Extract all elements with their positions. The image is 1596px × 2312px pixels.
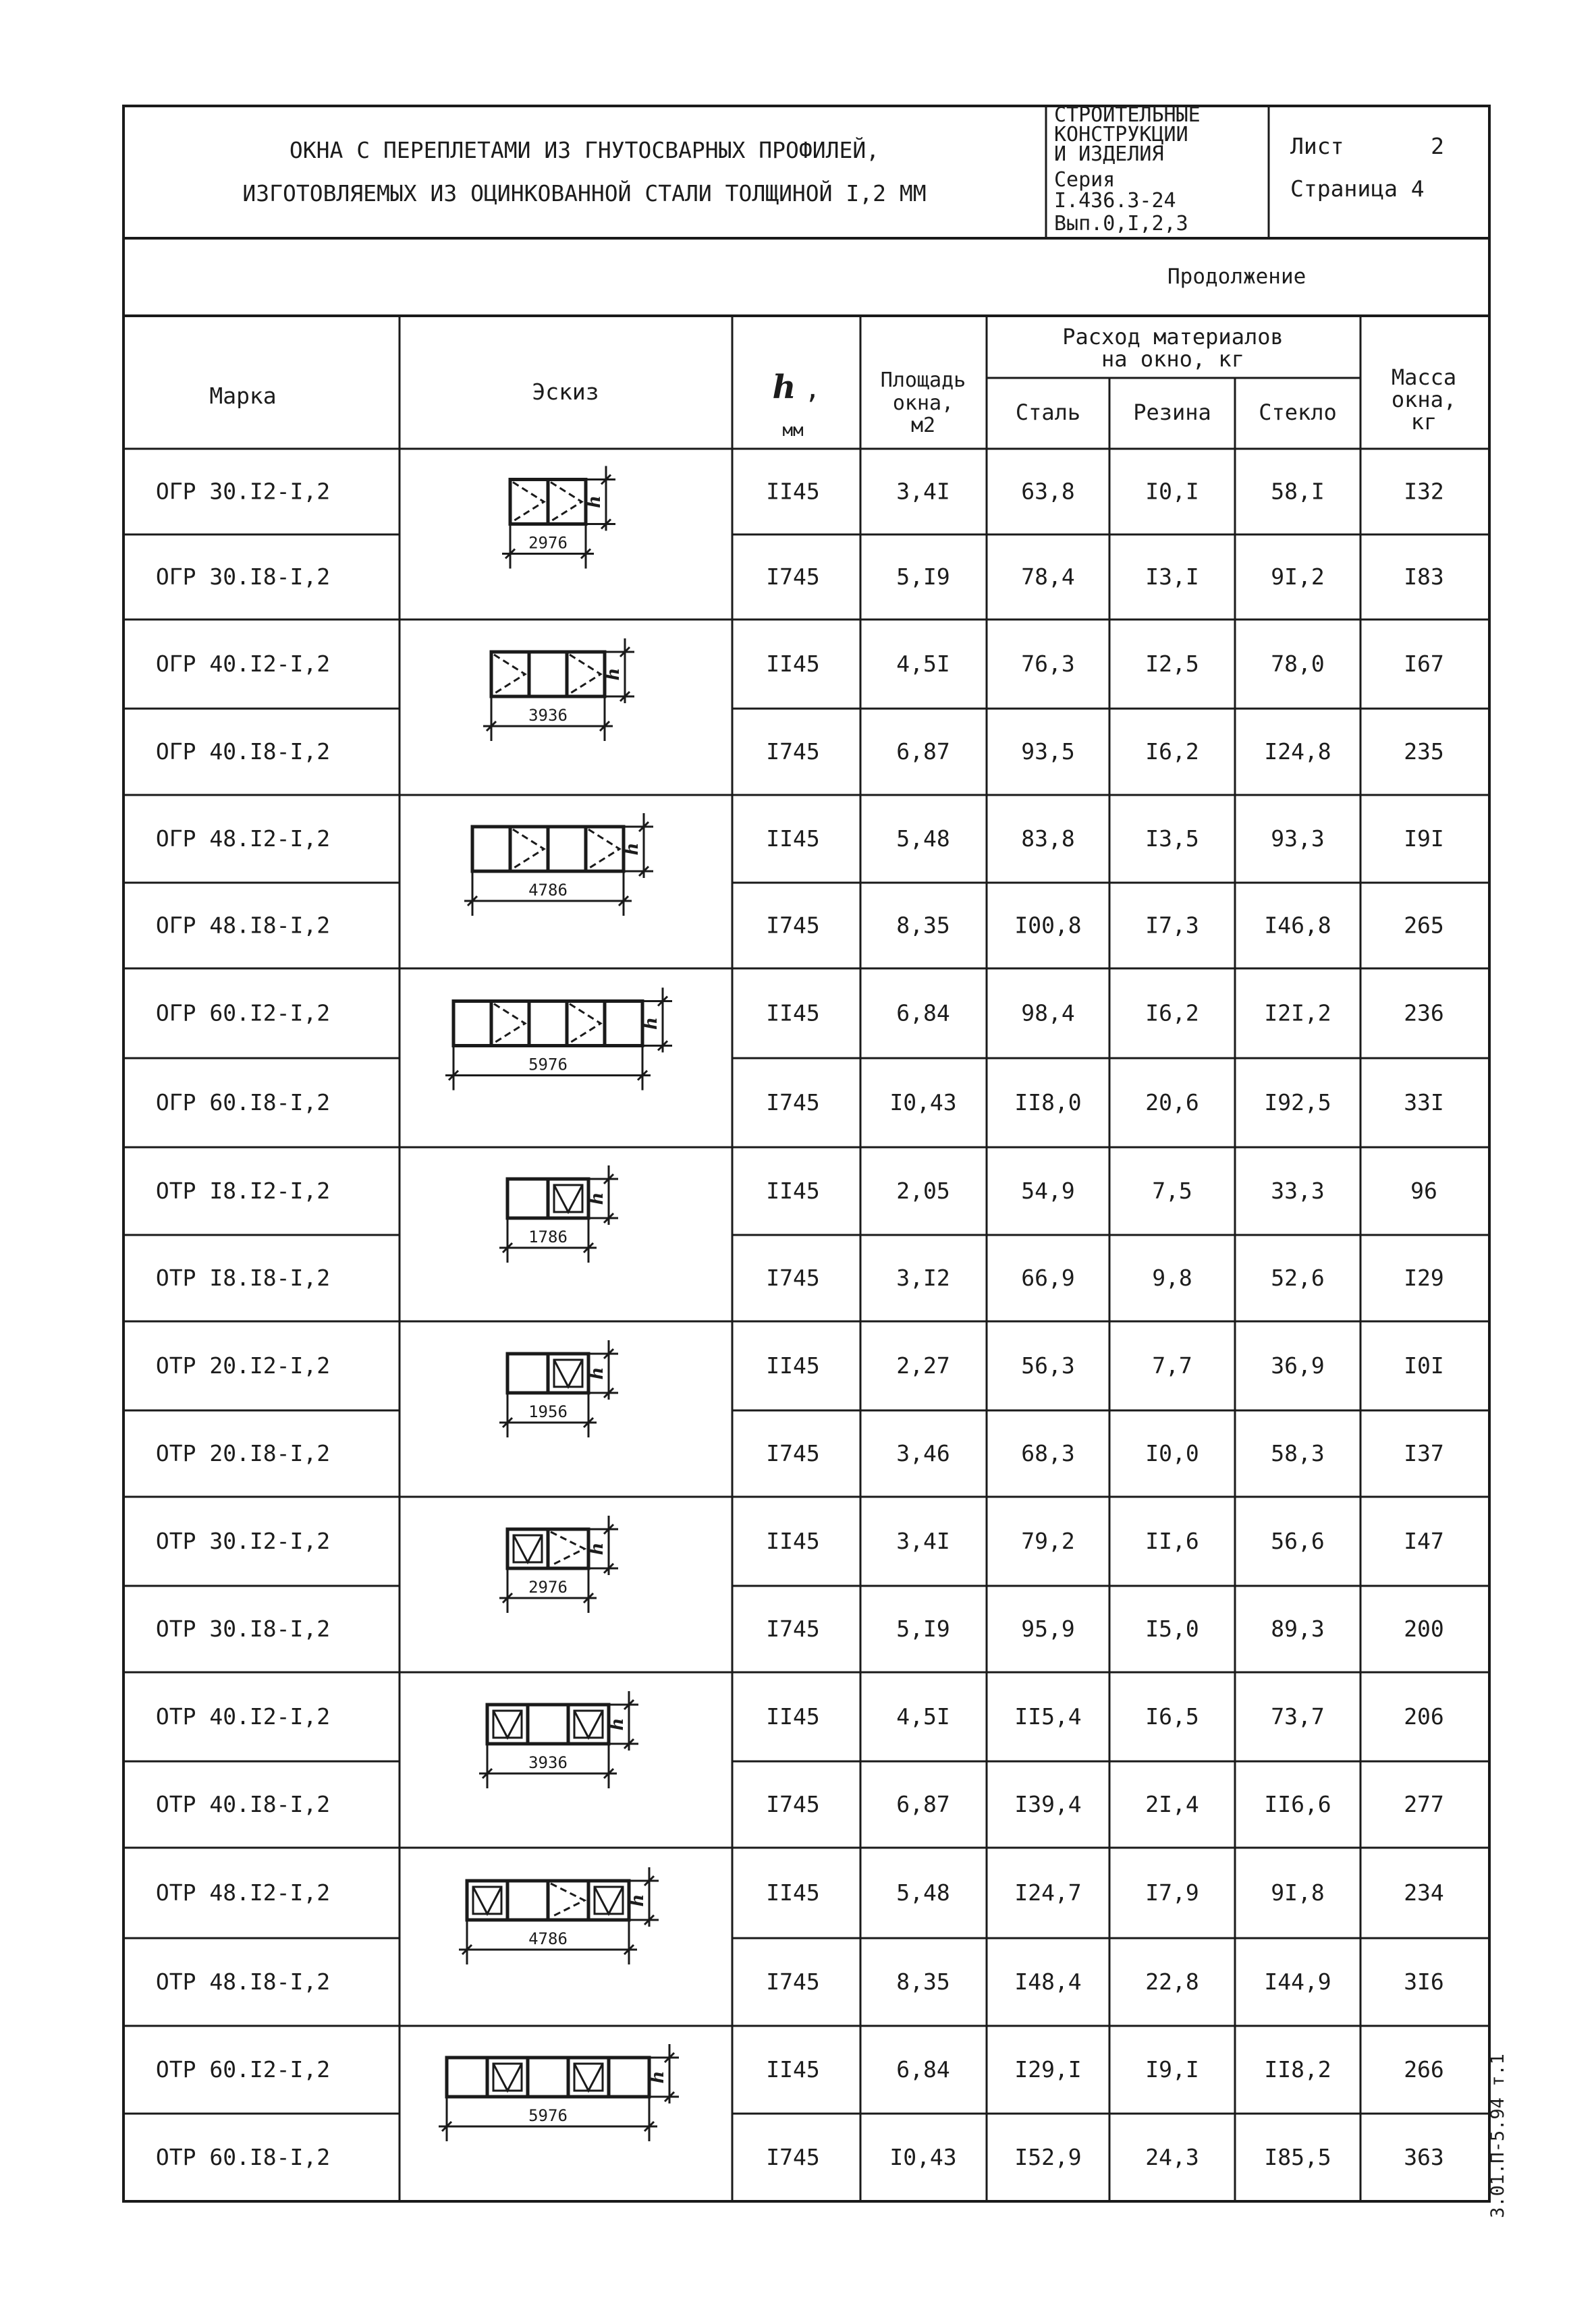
cell-mass: I37 <box>1404 1440 1444 1466</box>
column-header-area-unit: м2 <box>910 414 936 437</box>
cell-h: II45 <box>766 478 820 505</box>
table-row <box>156 1440 1444 1466</box>
table-row <box>156 1000 1444 1026</box>
cell-rubber: 9,8 <box>1152 1265 1192 1291</box>
cell-mark: ОТР 40.I2-I,2 <box>155 1703 331 1730</box>
cell-area: 5,48 <box>896 1879 950 1906</box>
cell-glass: I2I,2 <box>1264 999 1331 1026</box>
cell-area: 8,35 <box>896 1969 950 1995</box>
window-sketch <box>499 1165 618 1263</box>
cell-area: 3,46 <box>896 1440 950 1466</box>
cell-rubber: 7,5 <box>1152 1178 1192 1204</box>
cell-rubber: I3,I <box>1145 563 1199 590</box>
issue-line: Вып.0,I,2,3 <box>1054 212 1188 236</box>
cell-mark: ОГР 40.I8-I,2 <box>155 738 331 765</box>
dimension-width-label: 2976 <box>528 1578 568 1597</box>
cell-mass: 200 <box>1404 1616 1444 1642</box>
column-header-mass: Масса <box>1391 364 1457 390</box>
dimension-h-label: h <box>628 1894 648 1907</box>
cell-h: I745 <box>766 2144 820 2170</box>
cell-steel: I52,9 <box>1014 2144 1082 2170</box>
cell-mass: I29 <box>1404 1265 1444 1291</box>
cell-area: 4,5I <box>896 1703 950 1730</box>
cell-glass: II6,6 <box>1264 1791 1331 1817</box>
cell-rubber: I3,5 <box>1145 825 1199 852</box>
cell-mark: ОТР I8.I8-I,2 <box>155 1265 331 1291</box>
cell-glass: 58,3 <box>1271 1440 1325 1466</box>
dimension-width-label: 5976 <box>528 2106 568 2125</box>
cell-h: I745 <box>766 1089 820 1116</box>
table-row <box>156 1089 1444 1116</box>
row-separators <box>123 534 1489 2114</box>
cell-area: 6,84 <box>896 2056 950 2083</box>
cell-rubber: I7,9 <box>1145 1879 1199 1906</box>
cell-glass: 52,6 <box>1271 1265 1325 1291</box>
window-sketch <box>499 1516 618 1613</box>
table-row <box>156 1528 1444 1554</box>
cell-mass: I47 <box>1404 1528 1444 1554</box>
cell-h: I745 <box>766 563 820 590</box>
cell-steel: I00,8 <box>1014 912 1082 939</box>
series-line: КОНСТРУКЦИИ <box>1054 123 1188 146</box>
column-header-mass-unit: кг <box>1410 409 1437 435</box>
cell-glass: I92,5 <box>1264 1089 1331 1116</box>
table-row <box>156 1703 1444 1730</box>
cell-area: 6,87 <box>896 1791 950 1817</box>
cell-mark: ОГР 60.I8-I,2 <box>155 1089 331 1116</box>
window-sketch <box>439 2044 679 2141</box>
column-group-consumption-unit: на окно, кг <box>1101 346 1244 372</box>
cell-steel: 93,5 <box>1021 738 1075 765</box>
cell-glass: 93,3 <box>1271 825 1325 852</box>
column-header-glass: Стекло <box>1259 400 1337 425</box>
cell-glass: I85,5 <box>1264 2144 1331 2170</box>
cell-rubber: I5,0 <box>1145 1616 1199 1642</box>
cell-mark: ОТР I8.I2-I,2 <box>155 1178 331 1204</box>
cell-h: I745 <box>766 1440 820 1466</box>
table-row <box>156 912 1444 939</box>
cell-mass: 236 <box>1404 999 1444 1026</box>
cell-glass: 58,I <box>1271 478 1325 505</box>
cell-mark: ОТР 48.I8-I,2 <box>155 1969 331 1995</box>
cell-steel: I48,4 <box>1014 1969 1082 1995</box>
dimension-width-label: 3936 <box>528 706 568 725</box>
column-header-mark: Марка <box>209 383 277 409</box>
cell-mark: ОТР 60.I2-I,2 <box>155 2056 331 2083</box>
table-row <box>156 738 1444 765</box>
cell-mark: ОГР 48.I2-I,2 <box>155 825 331 852</box>
cell-steel: 98,4 <box>1021 999 1075 1026</box>
cell-area: 8,35 <box>896 912 950 939</box>
cell-rubber: I0,0 <box>1145 1440 1199 1466</box>
window-sketch <box>483 638 634 741</box>
cell-steel: 56,3 <box>1021 1352 1075 1379</box>
window-sketch <box>502 466 615 569</box>
cell-rubber: II,6 <box>1145 1528 1199 1554</box>
cell-mass: 277 <box>1404 1791 1444 1817</box>
cell-area: I0,43 <box>889 2144 957 2170</box>
cell-steel: 54,9 <box>1021 1178 1075 1204</box>
table-row <box>156 2056 1444 2083</box>
cell-rubber: 2I,4 <box>1145 1791 1199 1817</box>
cell-h: I745 <box>766 738 820 765</box>
cell-glass: I46,8 <box>1264 912 1331 939</box>
cell-steel: 95,9 <box>1021 1616 1075 1642</box>
cell-mass: 266 <box>1404 2056 1444 2083</box>
column-header-h-unit: мм <box>782 420 804 441</box>
table-row <box>156 563 1444 590</box>
cell-h: II45 <box>766 1528 820 1554</box>
column-header-sketch: Эскиз <box>532 379 599 405</box>
cell-area: 4,5I <box>896 651 950 677</box>
cell-mark: ОГР 30.I2-I,2 <box>155 478 331 505</box>
cell-steel: 76,3 <box>1021 651 1075 677</box>
cell-mass: I67 <box>1404 651 1444 677</box>
document-title-line-1: ОКНА С ПЕРЕПЛЕТАМИ ИЗ ГНУТОСВАРНЫХ ПРОФИЛЕЙ, <box>289 137 880 163</box>
cell-rubber: I6,2 <box>1145 999 1199 1026</box>
side-stamp: 3.01.П-5.94 т.1 <box>1487 2054 1508 2218</box>
table-row <box>156 1265 1444 1291</box>
cell-glass: 33,3 <box>1271 1178 1325 1204</box>
column-header-steel: Сталь <box>1015 400 1081 425</box>
dimension-width-label: 1956 <box>528 1402 568 1421</box>
cell-steel: 68,3 <box>1021 1440 1075 1466</box>
cell-area: 3,4I <box>896 478 950 505</box>
table-row <box>156 1969 1444 1995</box>
cell-steel: 63,8 <box>1021 478 1075 505</box>
cell-mark: ОГР 60.I2-I,2 <box>155 999 331 1026</box>
cell-mark: ОТР 40.I8-I,2 <box>155 1791 331 1817</box>
cell-rubber: I6,2 <box>1145 738 1199 765</box>
table-body <box>156 478 1444 2171</box>
cell-rubber: I9,I <box>1145 2056 1199 2083</box>
series-line: СТРОИТЕЛЬНЫЕ <box>1054 103 1201 127</box>
cell-rubber: 20,6 <box>1145 1089 1199 1116</box>
cell-glass: 9I,2 <box>1271 563 1325 590</box>
cell-area: 6,87 <box>896 738 950 765</box>
cell-mark: ОТР 30.I2-I,2 <box>155 1528 331 1554</box>
cell-mark: ОГР 30.I8-I,2 <box>155 563 331 590</box>
series-info <box>1054 103 1201 236</box>
dimension-width-label: 2976 <box>528 533 568 553</box>
dimension-h-label: h <box>587 1367 607 1380</box>
cell-mass: I0I <box>1404 1352 1444 1379</box>
cell-h: I745 <box>766 912 820 939</box>
cell-h: II45 <box>766 1178 820 1204</box>
window-sketch <box>499 1340 618 1437</box>
cell-h: II45 <box>766 1352 820 1379</box>
sheet-number: 2 <box>1431 133 1444 159</box>
dimension-h-label: h <box>603 667 624 681</box>
cell-rubber: I2,5 <box>1145 651 1199 677</box>
cell-h: II45 <box>766 999 820 1026</box>
cell-area: 3,4I <box>896 1528 950 1554</box>
cell-mass: 265 <box>1404 912 1444 939</box>
cell-steel: II8,0 <box>1014 1089 1082 1116</box>
table-row <box>156 651 1444 677</box>
cell-mass: I9I <box>1404 825 1444 852</box>
cell-glass: 73,7 <box>1271 1703 1325 1730</box>
cell-steel: I29,I <box>1014 2056 1082 2083</box>
cell-glass: 56,6 <box>1271 1528 1325 1554</box>
cell-h: II45 <box>766 651 820 677</box>
cell-h: II45 <box>766 2056 820 2083</box>
series-number: I.436.3-24 <box>1054 189 1176 213</box>
dimension-h-label: h <box>584 495 605 508</box>
column-group-consumption: Расход материалов <box>1062 324 1284 350</box>
column-header-mass: окна, <box>1391 387 1457 412</box>
column-header-h: h <box>772 368 796 406</box>
cell-area: 5,I9 <box>896 563 950 590</box>
cell-rubber: 22,8 <box>1145 1969 1199 1995</box>
column-header-area: Площадь <box>880 368 966 392</box>
window-sketch <box>479 1691 638 1788</box>
cell-mark: ОТР 48.I2-I,2 <box>155 1879 331 1906</box>
cell-glass: I44,9 <box>1264 1969 1331 1995</box>
dimension-width-label: 4786 <box>528 881 568 900</box>
table-row <box>156 2144 1444 2170</box>
cell-steel: 66,9 <box>1021 1265 1075 1291</box>
cell-area: 5,48 <box>896 825 950 852</box>
cell-rubber: 7,7 <box>1152 1352 1192 1379</box>
cell-glass: I24,8 <box>1264 738 1331 765</box>
cell-rubber: I7,3 <box>1145 912 1199 939</box>
table-row <box>156 1178 1437 1204</box>
sheet-label: Лист <box>1290 133 1344 159</box>
cell-mark: ОГР 48.I8-I,2 <box>155 912 331 939</box>
cell-mass: 96 <box>1410 1178 1437 1204</box>
cell-h: II45 <box>766 1879 820 1906</box>
cell-mass: 363 <box>1404 2144 1444 2170</box>
cell-mass: 33I <box>1404 1089 1444 1116</box>
cell-glass: 89,3 <box>1271 1616 1325 1642</box>
cell-area: I0,43 <box>889 1089 957 1116</box>
cell-glass: 78,0 <box>1271 651 1325 677</box>
dimension-width-label: 5976 <box>528 1055 568 1074</box>
cell-glass: 9I,8 <box>1271 1879 1325 1906</box>
dimension-width-label: 4786 <box>528 1929 568 1948</box>
column-header-rubber: Резина <box>1133 400 1211 425</box>
dimension-h-label: h <box>587 1542 607 1556</box>
dimension-h-label: h <box>587 1192 607 1205</box>
title-block <box>123 103 1489 238</box>
cell-steel: I24,7 <box>1014 1879 1082 1906</box>
cell-mass: 234 <box>1404 1879 1444 1906</box>
cell-area: 2,05 <box>896 1178 950 1204</box>
dimension-width-label: 3936 <box>528 1753 568 1772</box>
cell-h: I745 <box>766 1969 820 1995</box>
window-sketch <box>459 1867 659 1964</box>
cell-glass: II8,2 <box>1264 2056 1331 2083</box>
cell-h: I745 <box>766 1265 820 1291</box>
dimension-width-label: 1786 <box>528 1228 568 1246</box>
cell-steel: 79,2 <box>1021 1528 1075 1554</box>
cell-rubber: I0,I <box>1145 478 1199 505</box>
dimension-h-label: h <box>607 1717 628 1731</box>
cell-area: 2,27 <box>896 1352 950 1379</box>
table-row <box>156 825 1444 852</box>
sketch-column <box>439 466 679 2142</box>
cell-mass: 3I6 <box>1404 1969 1444 1995</box>
page-label: Страница 4 <box>1290 175 1425 202</box>
table-header <box>209 324 1456 441</box>
column-header-h-comma: , <box>804 374 821 405</box>
cell-mass: 206 <box>1404 1703 1444 1730</box>
cell-mark: ОТР 20.I8-I,2 <box>155 1440 331 1466</box>
cell-mark: ОТР 20.I2-I,2 <box>155 1352 331 1379</box>
window-sketch <box>445 988 672 1091</box>
cell-mass: I32 <box>1404 478 1444 505</box>
cell-mark: ОТР 30.I8-I,2 <box>155 1616 331 1642</box>
document-title-line-2: ИЗГОТОВЛЯЕМЫХ ИЗ ОЦИНКОВАННОЙ СТАЛИ ТОЛЩИНОЙ I,2 ММ <box>242 180 927 207</box>
series-line: Серия <box>1054 168 1116 192</box>
cell-h: II45 <box>766 825 820 852</box>
series-line: И ИЗДЕЛИЯ <box>1054 142 1164 166</box>
dimension-h-label: h <box>622 842 642 856</box>
dimension-h-label: h <box>648 2070 668 2084</box>
cell-h: I745 <box>766 1791 820 1817</box>
cell-mass: 235 <box>1404 738 1444 765</box>
table-row <box>156 478 1444 505</box>
cell-glass: 36,9 <box>1271 1352 1325 1379</box>
window-sketch <box>464 813 653 916</box>
cell-steel: I39,4 <box>1014 1791 1082 1817</box>
table-row <box>156 1879 1444 1906</box>
table-row <box>156 1352 1444 1379</box>
cell-rubber: 24,3 <box>1145 2144 1199 2170</box>
data-table <box>123 316 1489 2201</box>
cell-h: II45 <box>766 1703 820 1730</box>
cell-steel: II5,4 <box>1014 1703 1082 1730</box>
column-header-area: окна, <box>892 391 954 415</box>
cell-area: 3,I2 <box>896 1265 950 1291</box>
cell-steel: 78,4 <box>1021 563 1075 590</box>
cell-steel: 83,8 <box>1021 825 1075 852</box>
cell-area: 5,I9 <box>896 1616 950 1642</box>
table-row <box>156 1791 1444 1817</box>
cell-mass: I83 <box>1404 563 1444 590</box>
continuation-label: Продолжение <box>1167 265 1306 289</box>
dimension-h-label: h <box>641 1017 661 1030</box>
cell-area: 6,84 <box>896 999 950 1026</box>
cell-h: I745 <box>766 1616 820 1642</box>
table-row <box>156 1616 1444 1642</box>
cell-mark: ОГР 40.I2-I,2 <box>155 651 331 677</box>
cell-rubber: I6,5 <box>1145 1703 1199 1730</box>
cell-mark: ОТР 60.I8-I,2 <box>155 2144 331 2170</box>
